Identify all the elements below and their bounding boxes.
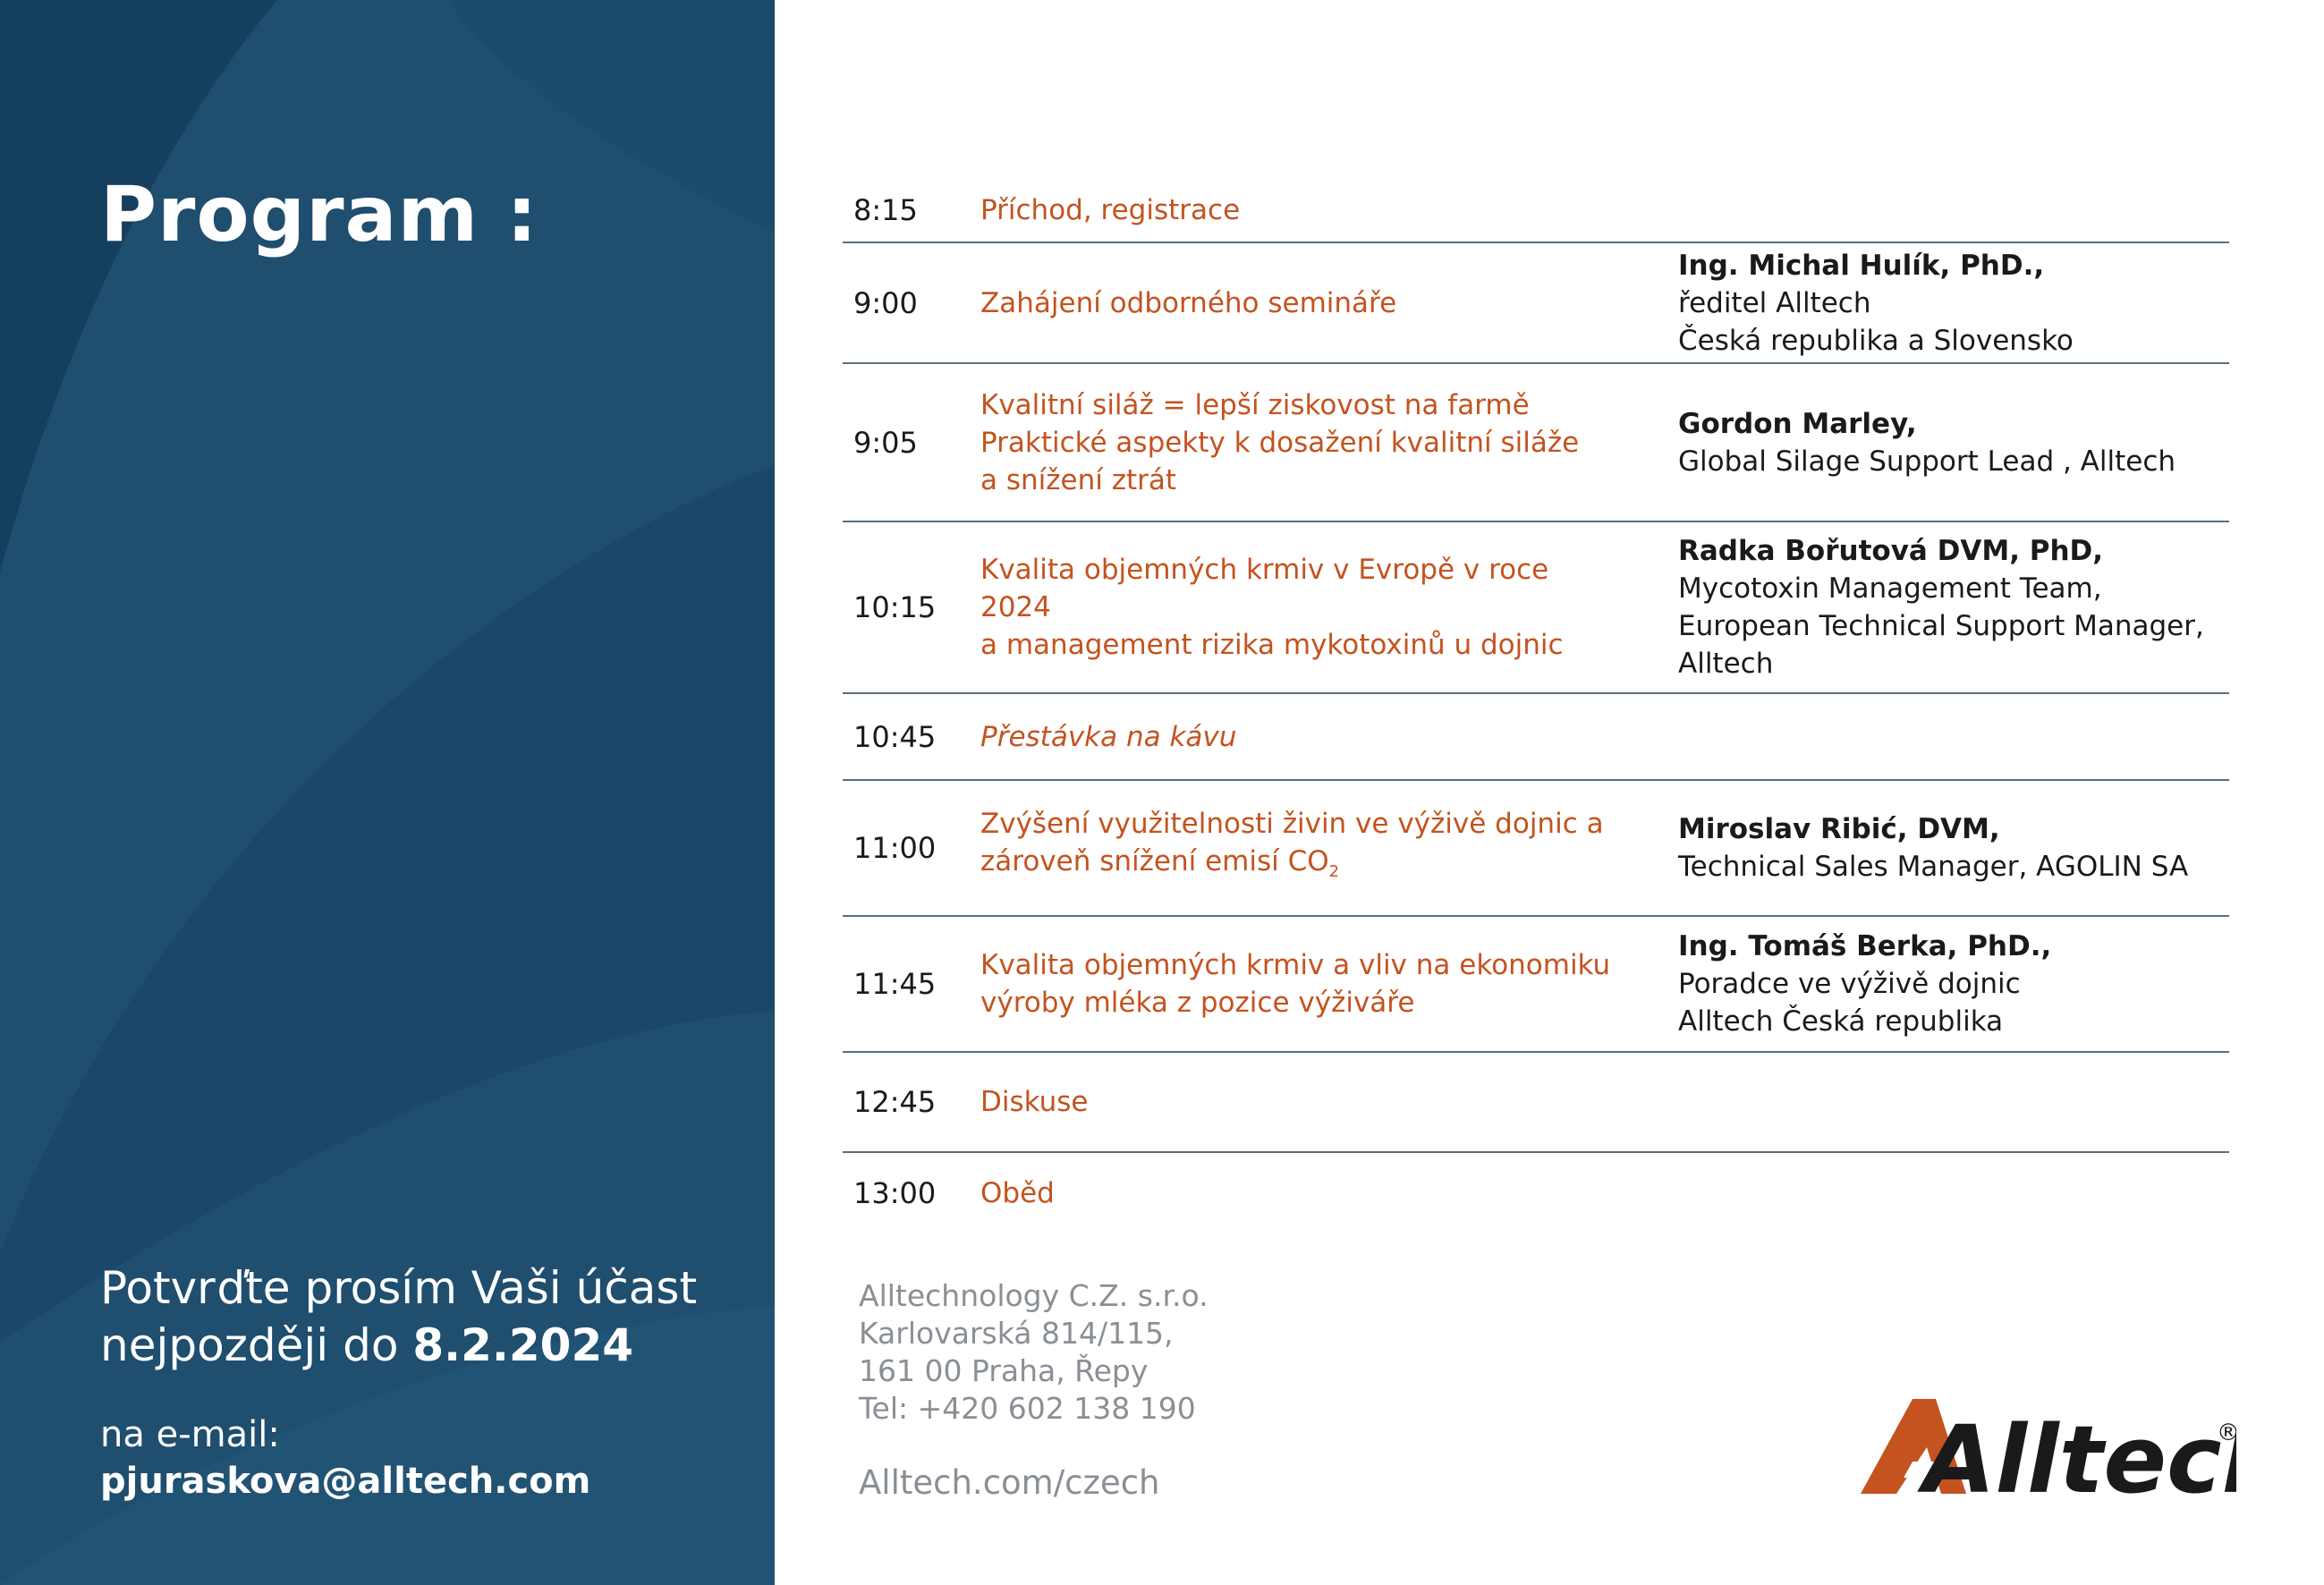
schedule-row [843, 522, 2229, 694]
topic-line [980, 805, 1624, 843]
topic-line-text: Příchod, registrace [980, 194, 1241, 226]
topic-line-text: zároveň snížení emisí CO [980, 844, 1329, 877]
alltech-logo-icon [1861, 1395, 2236, 1503]
rsvp-text [100, 1259, 697, 1374]
topic-line [980, 946, 1624, 984]
company-address [859, 1277, 1209, 1428]
schedule-row [843, 694, 2229, 781]
schedule-topic [980, 386, 1624, 499]
topic-line-text: a snížení ztrát [980, 463, 1177, 496]
speaker-role: Global Silage Support Lead , Alltech [1678, 445, 2176, 478]
schedule-row [843, 1153, 2229, 1233]
left-panel [0, 0, 775, 1585]
topic-line-text: Praktické aspekty k dosažení kvalitní siláže [980, 426, 1580, 459]
topic-line-text: a management rizika mykotoxinů u dojnic [980, 629, 1564, 661]
company-city: 161 00 Praha, Řepy [859, 1353, 1149, 1388]
schedule-time: 12:45 [853, 1085, 937, 1119]
schedule-time: 11:00 [853, 831, 937, 865]
schedule-time: 9:00 [853, 285, 918, 320]
topic-line [980, 386, 1624, 424]
topic-line-text: Oběd [980, 1177, 1055, 1209]
company-phone: Tel: +420 602 138 190 [859, 1391, 1196, 1426]
schedule-time: 13:00 [853, 1176, 937, 1210]
topic-subscript: 2 [1328, 862, 1340, 882]
registered-mark: ® [2217, 1420, 2236, 1446]
speaker-name: Ing. Tomáš Berka, PhD., [1678, 930, 2052, 962]
schedule-topic [980, 551, 1624, 664]
speaker-role: ředitel Alltech [1678, 286, 1871, 319]
topic-line [980, 284, 1624, 322]
topic-line [980, 462, 1624, 499]
schedule-table [843, 179, 2229, 1233]
schedule-row [843, 917, 2229, 1053]
speaker-name: Miroslav Ribić, DVM, [1678, 813, 2000, 845]
speaker-role: Alltech [1678, 648, 1774, 680]
topic-line [980, 1083, 1624, 1121]
topic-line-text: Diskuse [980, 1086, 1089, 1118]
topic-line-text: Kvalita objemných krmiv a vliv na ekonomiku [980, 949, 1611, 981]
speaker-role: Česká republika a Slovensko [1678, 324, 2074, 357]
schedule-row [843, 781, 2229, 917]
email-block [100, 1411, 590, 1504]
schedule-time: 11:45 [853, 967, 937, 1001]
schedule-topic [980, 284, 1624, 322]
schedule-row [843, 243, 2229, 364]
schedule-time: 8:15 [853, 193, 918, 227]
speaker-name: Ing. Michal Hulík, PhD., [1678, 249, 2045, 282]
speaker-role: Alltech Česká republika [1678, 1005, 2004, 1038]
topic-line-text: výroby mléka z pozice výživáře [980, 987, 1415, 1019]
schedule-topic [980, 1174, 1624, 1212]
topic-line [980, 626, 1624, 664]
topic-line [980, 718, 1624, 756]
speaker-role: Mycotoxin Management Team, [1678, 572, 2102, 605]
speaker-role: Poradce ve výživě dojnic [1678, 968, 2021, 1000]
schedule-row [843, 179, 2229, 243]
topic-line-text: Kvalitní siláž = lepší ziskovost na farmě [980, 388, 1530, 421]
logo-text: Alltec [1923, 1405, 2222, 1503]
topic-line-text: Zahájení odborného semináře [980, 286, 1397, 319]
speaker-name: Radka Bořutová DVM, PhD, [1678, 535, 2104, 567]
rsvp-line-2: nejpozději do [100, 1319, 413, 1371]
company-name: Alltechnology C.Z. s.r.o. [859, 1278, 1209, 1313]
schedule-time: 10:15 [853, 590, 937, 624]
speaker-name: Gordon Marley, [1678, 407, 1917, 440]
topic-line [980, 843, 1624, 891]
topic-line [980, 424, 1624, 462]
schedule-speaker [1678, 810, 2215, 886]
topic-line [980, 1174, 1624, 1212]
topic-line-text: Kvalita objemných krmiv v Evropě v roce 2024 [980, 554, 1549, 623]
schedule-topic [980, 718, 1624, 756]
program-title: Program : [100, 170, 539, 259]
schedule-speaker [1678, 405, 2215, 480]
website-link[interactable]: Alltech.com/czech [859, 1463, 1160, 1502]
email-label: na e-mail: [100, 1414, 280, 1455]
schedule-topic [980, 946, 1624, 1021]
schedule-topic [980, 191, 1624, 229]
schedule-row [843, 1053, 2229, 1153]
email-link[interactable]: pjuraskova@alltech.com [100, 1461, 591, 1502]
schedule-speaker [1678, 928, 2215, 1040]
schedule-speaker [1678, 532, 2215, 682]
schedule-time: 9:05 [853, 425, 918, 460]
speaker-role: Technical Sales Manager, AGOLIN SA [1678, 851, 2189, 883]
schedule-row [843, 364, 2229, 522]
rsvp-deadline: 8.2.2024 [412, 1319, 634, 1371]
schedule-time: 10:45 [853, 719, 937, 754]
schedule-speaker [1678, 247, 2215, 360]
topic-line [980, 551, 1624, 626]
topic-line-text: Zvýšení využitelnosti živin ve výživě dojnic a [980, 807, 1604, 840]
speaker-role: European Technical Support Manager, [1678, 610, 2204, 642]
rsvp-line-1: Potvrďte prosím Vaši účast [100, 1262, 698, 1314]
schedule-topic [980, 805, 1624, 891]
alltech-logo [1861, 1395, 2236, 1506]
topic-line [980, 984, 1624, 1021]
topic-line-text: Přestávka na kávu [980, 720, 1237, 753]
schedule-topic [980, 1083, 1624, 1121]
topic-line [980, 191, 1624, 229]
company-street: Karlovarská 814/115, [859, 1316, 1174, 1351]
